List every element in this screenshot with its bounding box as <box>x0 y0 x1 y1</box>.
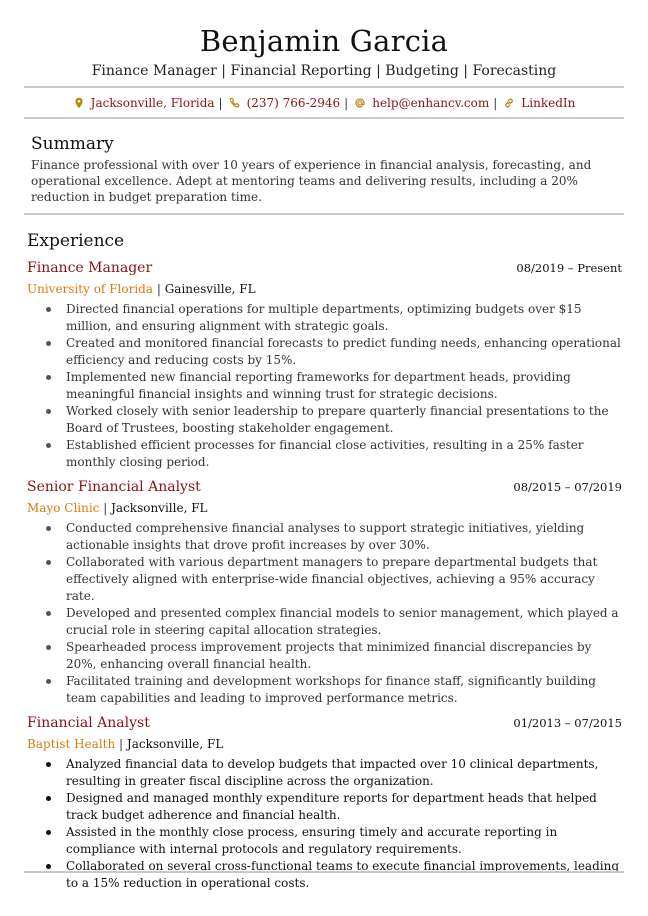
bullet-item: Analyzed financial data to develop budgets that impacted over 10 clinical departments, resulting in greater fiscal discipline across the organization. <box>27 756 622 790</box>
contact-phone[interactable] <box>229 96 341 110</box>
contact-linkedin[interactable] <box>503 96 575 110</box>
resume-header <box>0 0 648 80</box>
link-icon <box>503 97 515 109</box>
contact-bar <box>0 89 648 117</box>
footer-divider <box>24 871 624 873</box>
experience-section <box>0 215 648 892</box>
contact-separator: | <box>493 96 498 110</box>
summary-section <box>0 119 648 213</box>
job-bullets <box>27 520 622 707</box>
contact-email[interactable] <box>354 96 489 110</box>
org-separator: | <box>119 737 124 751</box>
job-title: Finance Manager <box>27 260 153 276</box>
job-title: Senior Financial Analyst <box>27 479 201 495</box>
bullet-item: Created and monitored financial forecasts to predict funding needs, enhancing operational efficiency and reducing costs by 15%. <box>27 335 622 369</box>
contact-separator: | <box>218 96 223 110</box>
bullet-item: Collaborated with various department managers to prepare departmental budgets that effectively aligned with enterprise-wide financial objectives, achieving a 95% accuracy rate. <box>27 554 622 605</box>
job-entry <box>27 477 622 707</box>
at-sign-icon <box>354 97 366 109</box>
bullet-item: Worked closely with senior leadership to prepare quarterly financial presentations to the Board of Trustees, boosting stakeholder engagement. <box>27 403 622 437</box>
job-title: Financial Analyst <box>27 715 150 731</box>
phone-icon <box>229 97 241 109</box>
candidate-tagline: Finance Manager | Financial Reporting | Budgeting | Forecasting <box>91 63 557 79</box>
bullet-item: Established efficient processes for financial close activities, resulting in a 25% faster monthly closing period. <box>27 437 622 471</box>
bullet-item: Implemented new financial reporting frameworks for department heads, providing meaningful financial insights and winning trust for strategic decisions. <box>27 369 622 403</box>
bullet-item: Assisted in the monthly close process, ensuring timely and accurate reporting in compliance with internal protocols and regulatory requirements. <box>27 824 622 858</box>
phone-text: (237) 766-2946 <box>246 96 341 110</box>
bullet-item: Developed and presented complex financial models to senior management, which played a crucial role in steering capital allocation strategies. <box>27 605 622 639</box>
location-text: Jacksonville, Florida <box>90 96 215 110</box>
header-divider <box>24 86 624 88</box>
job-entry <box>27 713 622 892</box>
bullet-item: Facilitated training and development workshops for finance staff, significantly building team capabilities and leading to improved performance metrics. <box>27 673 622 707</box>
contact-separator: | <box>344 96 349 110</box>
job-dates: 08/2019 – Present <box>516 261 622 275</box>
org-separator: | <box>156 282 161 296</box>
org-name: Mayo Clinic <box>27 501 100 515</box>
bullet-item: Directed financial operations for multiple departments, optimizing budgets over $15 million, and ensuring alignment with strategic goals. <box>27 301 622 335</box>
org-location: Jacksonville, FL <box>126 737 224 751</box>
linkedin-text: LinkedIn <box>521 96 576 110</box>
bullet-item: Collaborated on several cross-functional teams to execute financial improvements, leading to a 15% reduction in operational costs. <box>27 858 622 892</box>
org-separator: | <box>103 501 108 515</box>
job-dates: 01/2013 – 07/2015 <box>513 716 622 730</box>
job-dates: 08/2015 – 07/2019 <box>513 480 622 494</box>
summary-text: Finance professional with over 10 years of experience in financial analysis, forecasting, and operational excellence. Adept at mentoring teams and delivering results, including a 20% reduction in budget preparation time. <box>31 158 592 204</box>
org-name: University of Florida <box>27 282 153 296</box>
bullet-item: Spearheaded process improvement projects that minimized financial discrepancies by 20%, enhancing overall financial health. <box>27 639 622 673</box>
org-location: Gainesville, FL <box>164 282 256 296</box>
location-pin-icon <box>73 97 85 109</box>
org-name: Baptist Health <box>27 737 116 751</box>
bullet-item: Designed and managed monthly expenditure reports for department heads that helped track budget adherence and financial health. <box>27 790 622 824</box>
contact-location <box>73 96 215 110</box>
job-organization <box>27 280 622 298</box>
bullet-item: Conducted comprehensive financial analyses to support strategic initiatives, yielding actionable insights that drove profit increases by over 30%. <box>27 520 622 554</box>
job-organization <box>27 499 622 517</box>
experience-title: Experience <box>27 231 125 251</box>
email-text: help@enhancv.com <box>372 96 490 110</box>
job-entry <box>27 258 622 471</box>
candidate-name: Benjamin Garcia <box>199 24 449 58</box>
job-organization <box>27 735 622 753</box>
summary-title: Summary <box>31 134 114 154</box>
job-bullets <box>27 301 622 471</box>
org-location: Jacksonville, FL <box>111 501 208 515</box>
